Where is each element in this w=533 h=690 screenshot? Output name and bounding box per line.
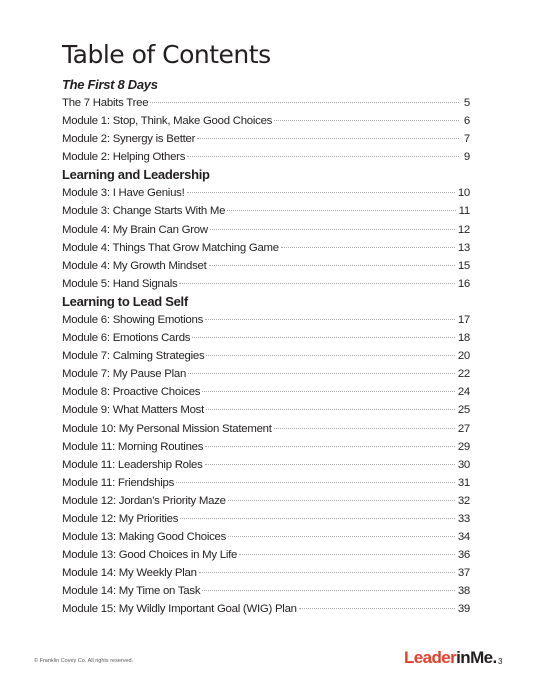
page-title: Table of Contents	[62, 40, 271, 69]
toc-entry-title: Module 11: Leadership Roles	[62, 458, 203, 471]
toc-entry[interactable]	[62, 311, 470, 329]
toc-entry[interactable]	[62, 492, 470, 510]
copyright-notice: © Franklin Covey Co. All rights reserved.	[34, 658, 134, 664]
dot-leader	[179, 282, 454, 284]
dot-leader	[202, 589, 455, 591]
dot-leader	[209, 264, 455, 266]
toc-entry-page-number: 17	[457, 313, 470, 326]
dot-leader	[274, 119, 459, 121]
toc-entry-title: Module 6: Showing Emotions	[62, 313, 204, 326]
toc-entry-page-number: 5	[463, 97, 470, 109]
toc-entry-page-number: 18	[457, 332, 470, 345]
toc-entry-title: Module 3: I Have Genius!	[62, 187, 185, 200]
toc-entry[interactable]	[62, 239, 470, 257]
toc-entry[interactable]	[62, 582, 470, 600]
toc-entry[interactable]	[62, 546, 470, 564]
toc-entry-page-number: 37	[457, 567, 470, 580]
toc-entry-page-number: 34	[457, 531, 470, 544]
toc-entry-title: Module 5: Hand Signals	[62, 277, 178, 290]
toc-entry[interactable]	[62, 510, 470, 528]
toc-entry-title: Module 13: Making Good Choices	[62, 531, 227, 544]
toc-entry-page-number: 32	[457, 494, 470, 507]
toc-entry[interactable]	[62, 148, 470, 166]
page-number: 3	[498, 657, 503, 666]
toc-entry-title: Module 7: Calming Strategies	[62, 350, 205, 363]
leader-in-me-logo	[404, 648, 497, 668]
toc-entry-page-number: 31	[457, 476, 470, 489]
toc-entry-title: Module 14: My Time on Task	[62, 585, 201, 598]
toc-entry-title: Module 6: Emotions Cards	[62, 332, 191, 345]
toc-entry[interactable]	[62, 257, 470, 275]
dot-leader	[299, 607, 455, 609]
toc-entry-page-number: 25	[457, 404, 470, 417]
toc-entry-page-number: 6	[463, 115, 470, 128]
dot-leader	[206, 408, 455, 410]
toc-entry-page-number: 29	[457, 440, 470, 453]
section-heading: Learning and Leadership	[62, 167, 210, 183]
toc-entry-page-number: 11	[458, 205, 470, 218]
dot-leader	[187, 155, 459, 157]
logo-word-leader: Leader	[404, 648, 457, 667]
toc-entry-title: The 7 Habits Tree	[62, 97, 149, 109]
dot-leader	[205, 445, 455, 447]
toc-entry-title: Module 2: Helping Others	[62, 151, 186, 164]
logo-word-in: in	[456, 648, 471, 667]
dot-leader	[197, 137, 459, 139]
dot-leader	[239, 553, 455, 555]
section-heading: The First 8 Days	[62, 77, 158, 92]
dot-leader	[150, 101, 459, 103]
toc-entry[interactable]	[62, 184, 470, 202]
dot-leader	[176, 481, 455, 483]
dot-leader	[210, 228, 455, 230]
toc-entry-title: Module 4: Things That Grow Matching Game	[62, 241, 279, 254]
toc-entry[interactable]	[62, 112, 470, 130]
toc-entry-page-number: 24	[457, 386, 470, 399]
toc-entry-page-number: 38	[457, 585, 470, 598]
toc-entry-title: Module 13: Good Choices in My Life	[62, 549, 238, 562]
dot-leader	[228, 535, 455, 537]
toc-entry-page-number: 13	[457, 241, 470, 254]
dot-leader	[274, 427, 455, 429]
toc-entry-title: Module 11: Friendships	[62, 476, 175, 489]
toc-entry-page-number: 15	[457, 259, 470, 272]
toc-entry-page-number: 7	[463, 133, 470, 146]
toc-entry[interactable]	[62, 275, 470, 293]
toc-entry-page-number: 22	[457, 368, 470, 381]
table-of-contents	[62, 76, 470, 619]
toc-entry[interactable]	[62, 528, 470, 546]
dot-leader	[192, 336, 455, 338]
toc-entry-title: Module 4: My Brain Can Grow	[62, 223, 208, 236]
toc-entry-title: Module 12: Jordan’s Priority Maze	[62, 494, 226, 507]
dot-leader	[180, 517, 455, 519]
toc-entry-page-number: 36	[457, 549, 470, 562]
toc-entry[interactable]	[62, 130, 470, 148]
toc-entry[interactable]	[62, 564, 470, 582]
toc-entry[interactable]	[62, 383, 470, 401]
dot-leader	[227, 209, 455, 211]
toc-entry[interactable]	[62, 94, 470, 112]
dot-leader	[206, 354, 454, 356]
toc-entry-title: Module 11: Morning Routines	[62, 440, 204, 453]
toc-entry[interactable]	[62, 600, 470, 618]
toc-entry-page-number: 20	[457, 350, 470, 363]
dot-leader	[202, 390, 455, 392]
toc-entry-title: Module 15: My Wildly Important Goal (WIG) Plan	[62, 603, 297, 616]
dot-leader	[199, 571, 455, 573]
dot-leader	[228, 499, 455, 501]
toc-entry-title: Module 7: My Pause Plan	[62, 368, 187, 381]
toc-entry-page-number: 30	[457, 458, 470, 471]
toc-entry-title: Module 3: Change Starts With Me	[62, 205, 226, 218]
toc-entry[interactable]	[62, 401, 470, 419]
section-heading: Learning to Lead Self	[62, 293, 188, 309]
toc-entry[interactable]	[62, 420, 470, 438]
toc-entry-page-number: 33	[457, 512, 470, 525]
toc-entry-page-number: 10	[457, 187, 470, 200]
toc-entry[interactable]	[62, 221, 470, 239]
toc-entry[interactable]	[62, 456, 470, 474]
toc-entry-title: Module 14: My Weekly Plan	[62, 567, 197, 580]
dot-leader	[205, 463, 455, 465]
toc-entry-title: Module 12: My Priorities	[62, 512, 179, 525]
toc-entry-page-number: 9	[463, 151, 470, 164]
toc-entry[interactable]	[62, 474, 470, 492]
toc-entry-title: Module 9: What Matters Most	[62, 404, 205, 417]
toc-entry[interactable]	[62, 365, 470, 383]
toc-entry-title: Module 10: My Personal Mission Statement	[62, 422, 272, 435]
toc-entry-page-number: 39	[457, 603, 470, 616]
logo-word-me: Me.	[470, 648, 497, 667]
toc-entry[interactable]	[62, 438, 470, 456]
toc-entry-title: Module 4: My Growth Mindset	[62, 259, 207, 272]
toc-entry[interactable]	[62, 347, 470, 365]
toc-entry-page-number: 12	[457, 223, 470, 236]
toc-entry-page-number: 16	[457, 277, 470, 290]
toc-entry-page-number: 27	[457, 422, 470, 435]
toc-entry-title: Module 2: Synergy is Better	[62, 133, 196, 146]
dot-leader	[281, 246, 455, 248]
toc-entry-title: Module 1: Stop, Think, Make Good Choices	[62, 115, 273, 128]
dot-leader	[187, 191, 455, 193]
toc-entry-title: Module 8: Proactive Choices	[62, 386, 201, 399]
dot-leader	[188, 372, 455, 374]
toc-entry[interactable]	[62, 202, 470, 220]
toc-entry[interactable]	[62, 329, 470, 347]
dot-leader	[205, 318, 455, 320]
